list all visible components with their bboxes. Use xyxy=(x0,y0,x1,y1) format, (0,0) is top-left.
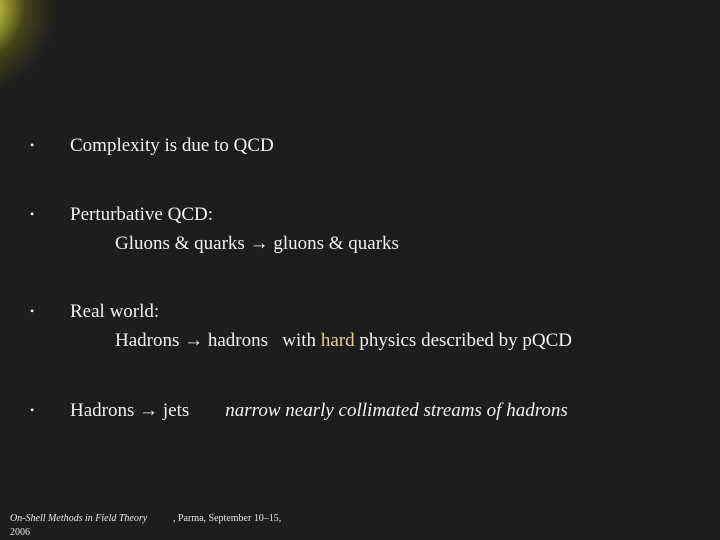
hard-highlight: hard xyxy=(320,330,355,351)
bullet-text: Complexity is due to QCD xyxy=(70,135,274,156)
bullet-subline: Gluons & quarks → gluons & quarks xyxy=(115,233,399,254)
corner-glow-decoration xyxy=(0,0,92,92)
footer xyxy=(10,512,282,540)
bullet-real-world xyxy=(30,297,572,355)
bullet-hadrons-jets xyxy=(30,396,568,425)
bullet-text: Hadrons → jets xyxy=(70,400,190,421)
jets-note: narrow nearly collimated streams of hadrons xyxy=(225,400,568,421)
footer-year: 2006 xyxy=(10,527,30,538)
bullet-heading: Perturbative QCD: xyxy=(70,204,214,225)
bullet-subline xyxy=(30,326,572,355)
bullet-heading: Real world: xyxy=(70,301,160,322)
subline-part-a: Hadrons → hadrons with xyxy=(115,330,321,351)
bullet-perturbative-qcd xyxy=(30,200,399,258)
subline-part-b: physics described by pQCD xyxy=(354,330,572,351)
bullet-icon: • xyxy=(30,403,35,417)
bullet-complexity xyxy=(30,131,274,160)
footer-title: On-Shell Methods in Field Theory xyxy=(10,513,148,524)
footer-venue: , Parma, September 10–15, xyxy=(173,513,282,524)
bullet-icon: • xyxy=(30,207,35,221)
bullet-icon: • xyxy=(30,304,35,318)
bullet-icon: • xyxy=(30,138,35,152)
